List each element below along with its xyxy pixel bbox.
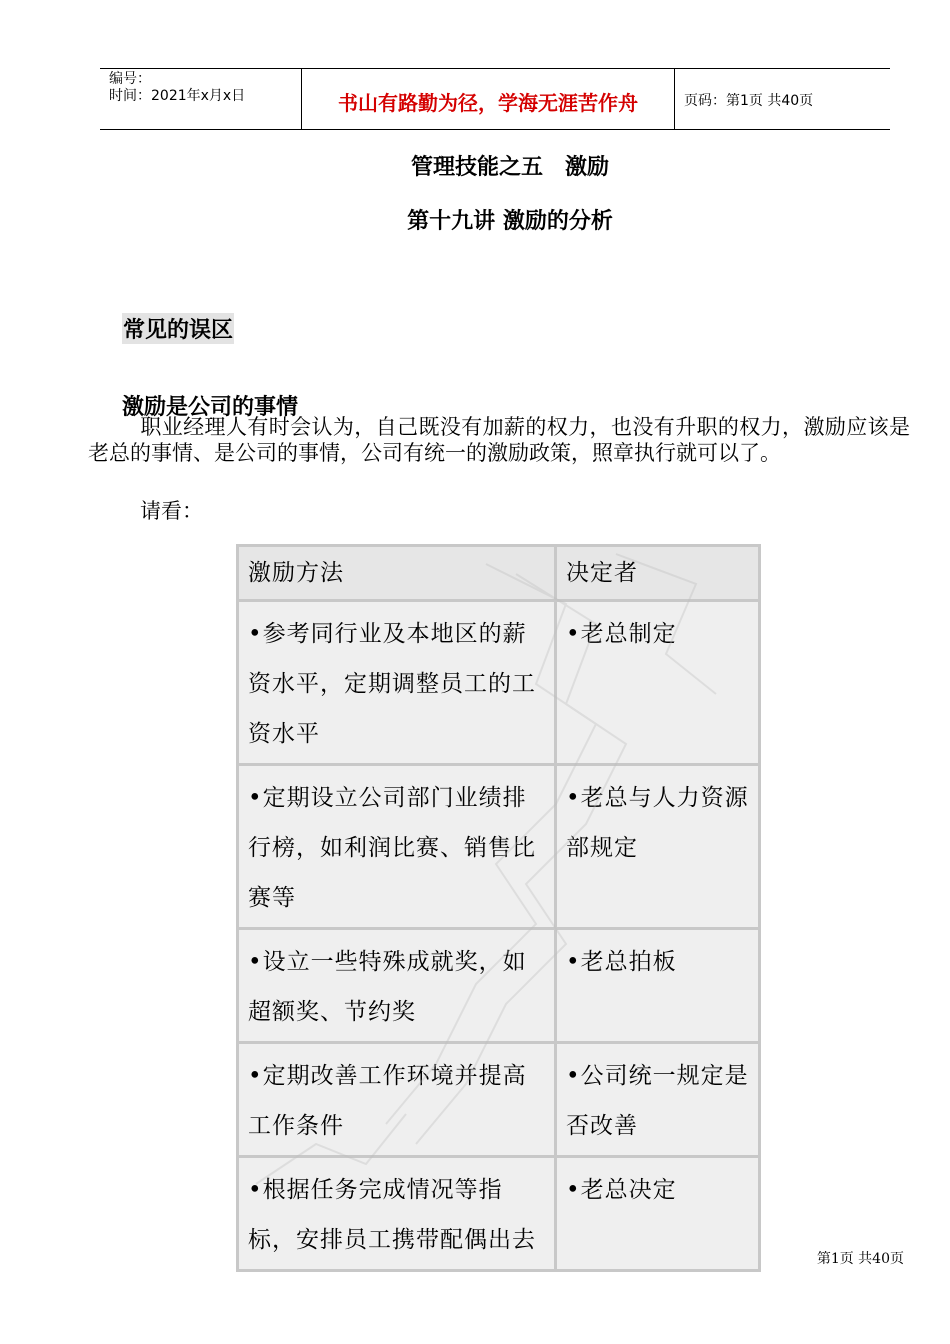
time-label: 时间：2021年x月x日 [109, 88, 246, 104]
page-footer: 第1页 共40页 [816, 1251, 904, 1267]
section-heading-misconceptions: 常见的误区 [122, 313, 234, 344]
table-row [238, 929, 760, 1043]
header-page-cell [675, 69, 890, 129]
lecture-title: 第十九讲 激励的分析 [407, 209, 613, 234]
page-number-label: 页码：第1页 共40页 [684, 93, 814, 109]
main-title: 管理技能之五 激励 [410, 155, 609, 180]
header-info-cell [100, 69, 302, 129]
body-paragraph [88, 414, 910, 466]
method-cell: •定期改善工作环境并提高工作条件 [238, 1043, 556, 1157]
decider-cell: •老总决定 [556, 1157, 760, 1271]
method-cell: •设立一些特殊成就奖，如超额奖、节约奖 [238, 929, 556, 1043]
method-cell: •根据任务完成情况等指标，安排员工携带配偶出去 [238, 1157, 556, 1271]
incentive-table [236, 544, 761, 1272]
see-label: 请看： [140, 499, 203, 523]
decider-cell: •公司统一规定是否改善 [556, 1043, 760, 1157]
decider-cell: •老总制定 [556, 601, 760, 765]
table-row [238, 1043, 760, 1157]
decider-cell: •老总与人力资源部规定 [556, 765, 760, 929]
header-method: 激励方法 [238, 546, 556, 601]
table-row [238, 1157, 760, 1271]
table-row [238, 601, 760, 765]
section-heading-company-matter: 激励是公司的事情 [122, 395, 299, 420]
motto-text: 书山有路勤为径，学海无涯苦作舟 [338, 91, 638, 115]
paragraph-text: 职业经理人有时会认为，自己既没有加薪的权力，也没有升职的权力，激励应该是老总的事情、是公司的事情，公司有统一的激励政策，照章执行就可以了。 [88, 415, 910, 465]
header-decider: 决定者 [556, 546, 760, 601]
number-label: 编号： [109, 71, 151, 87]
table-row [238, 765, 760, 929]
method-cell: •参考同行业及本地区的薪资水平，定期调整员工的工资水平 [238, 601, 556, 765]
page-header [100, 68, 890, 130]
method-cell: •定期设立公司部门业绩排行榜，如利润比赛、销售比赛等 [238, 765, 556, 929]
decider-cell: •老总拍板 [556, 929, 760, 1043]
table-header-row [238, 546, 760, 601]
header-motto-cell [302, 69, 675, 129]
